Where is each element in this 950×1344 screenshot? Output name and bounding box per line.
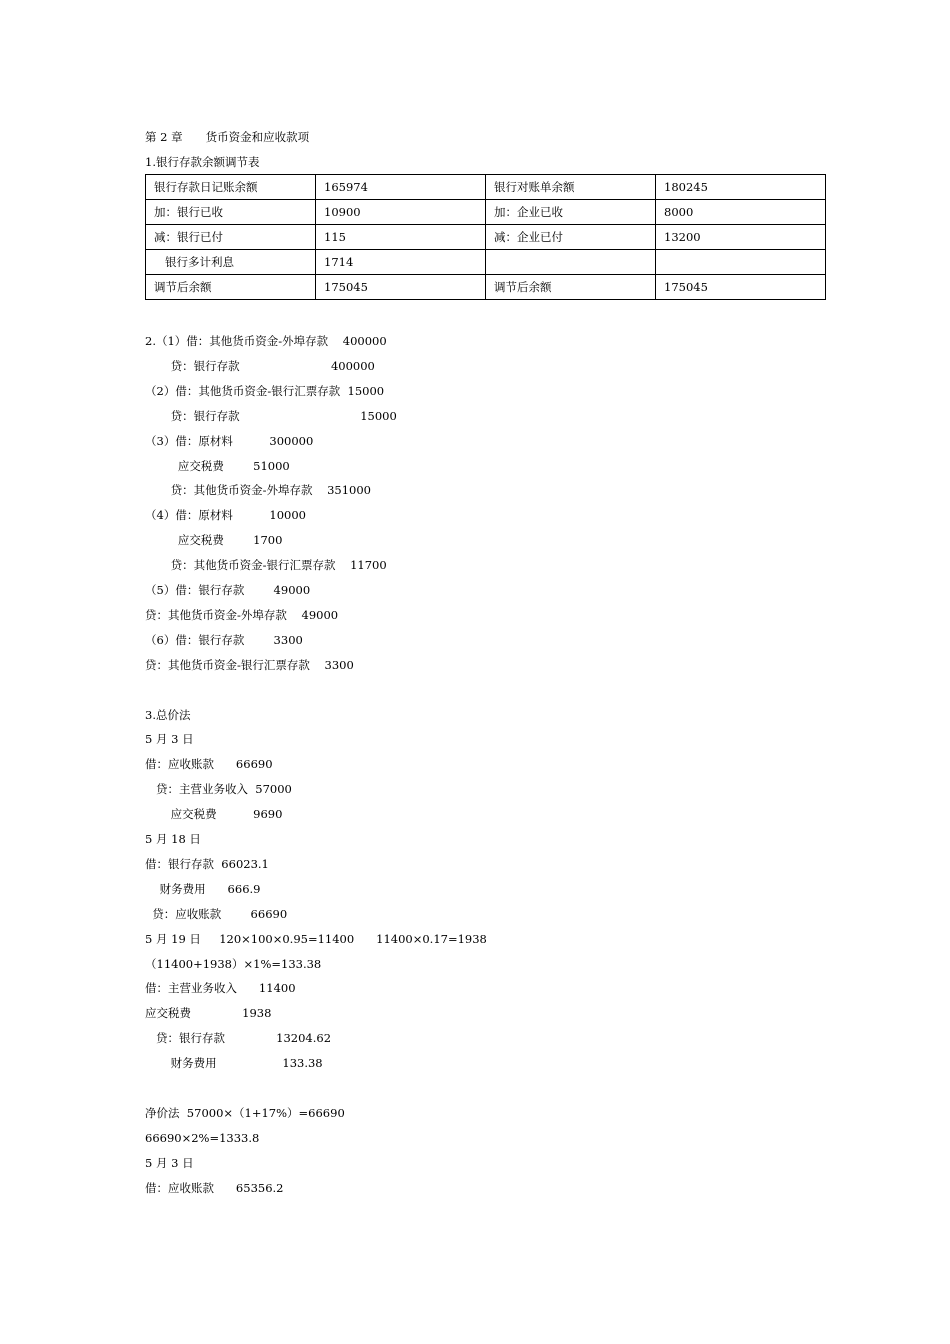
- table-cell: 加：银行已收: [146, 200, 316, 225]
- text-line: （11400+1938）×1%=133.38: [145, 956, 322, 971]
- text-line: 借：银行存款 66023.1: [145, 856, 269, 871]
- text-line: 净价法 57000×（1+17%）=66690: [145, 1105, 345, 1120]
- table-cell: 180245: [656, 175, 826, 200]
- table-cell: 银行对账单余额: [486, 175, 656, 200]
- text-line: 贷：银行存款 15000: [145, 408, 397, 423]
- table-cell: 10900: [316, 200, 486, 225]
- text-line: （4）借：原材料 10000: [145, 508, 306, 523]
- text-line: 贷：其他货币资金-银行汇票存款 11700: [145, 558, 387, 573]
- text-line: 应交税费 1700: [145, 533, 283, 548]
- table-cell: 加：企业已收: [486, 200, 656, 225]
- table-cell: [486, 250, 656, 275]
- text-line: 贷：其他货币资金-外埠存款 49000: [145, 607, 339, 622]
- table-cell: 调节后余额: [146, 275, 316, 300]
- table-row: [146, 200, 826, 225]
- text-line: 2.（1）借：其他货币资金-外埠存款 400000: [145, 334, 387, 348]
- text-line: 贷：其他货币资金-银行汇票存款 3300: [145, 657, 354, 672]
- text-line: 5 月 19 日 120×100×0.95=11400 11400×0.17=1938: [145, 931, 487, 946]
- text-line: （6）借：银行存款 3300: [145, 632, 303, 647]
- text-line: 财务费用 133.38: [145, 1056, 323, 1071]
- table-cell: 减：企业已付: [486, 225, 656, 250]
- text-line: 应交税费 51000: [145, 458, 290, 473]
- table-row: [146, 250, 826, 275]
- text-line: 5 月 3 日: [145, 1155, 194, 1170]
- table-cell: 1714: [316, 250, 486, 275]
- table-cell: 115: [316, 225, 486, 250]
- table-cell: 调节后余额: [486, 275, 656, 300]
- text-line: （3）借：原材料 300000: [145, 433, 314, 448]
- table-cell: 银行多计利息: [146, 250, 316, 275]
- text-line: 借：应收账款 66690: [145, 757, 273, 772]
- bank-reconciliation-table: [145, 174, 826, 300]
- text-line: 贷：主营业务收入 57000: [145, 782, 292, 797]
- section-title: 1.银行存款余额调节表: [145, 155, 260, 169]
- table-cell: 165974: [316, 175, 486, 200]
- table-row: [146, 175, 826, 200]
- table-row: [146, 225, 826, 250]
- text-line: 贷：银行存款 400000: [145, 358, 375, 373]
- text-line: 贷：银行存款 13204.62: [145, 1031, 332, 1046]
- chapter-heading: 第 2 章 货币资金和应收款项: [145, 130, 310, 144]
- text-line: 5 月 3 日: [145, 732, 194, 747]
- table-cell: [656, 250, 826, 275]
- text-line: （2）借：其他货币资金-银行汇票存款 15000: [145, 383, 385, 398]
- table-row: [146, 275, 826, 300]
- table-cell: 13200: [656, 225, 826, 250]
- text-line: 3.总价法: [145, 707, 191, 722]
- table-cell: 减：银行已付: [146, 225, 316, 250]
- text-line: （5）借：银行存款 49000: [145, 583, 311, 597]
- table-cell: 175045: [316, 275, 486, 300]
- text-line: 贷：应收账款 66690: [145, 906, 288, 921]
- text-line: 应交税费 1938: [145, 1006, 272, 1021]
- table-cell: 银行存款日记账余额: [146, 175, 316, 200]
- text-line: 借：主营业务收入 11400: [145, 981, 296, 996]
- text-line: 5 月 18 日: [145, 832, 201, 846]
- text-line: 贷：其他货币资金-外埠存款 351000: [145, 483, 371, 498]
- text-line: 应交税费 9690: [145, 807, 283, 822]
- text-line: 66690×2%=1333.8: [145, 1130, 260, 1145]
- text-line: 财务费用 666.9: [145, 881, 261, 896]
- text-line: 借：应收账款 65356.2: [145, 1180, 284, 1195]
- table-cell: 8000: [656, 200, 826, 225]
- table-cell: 175045: [656, 275, 826, 300]
